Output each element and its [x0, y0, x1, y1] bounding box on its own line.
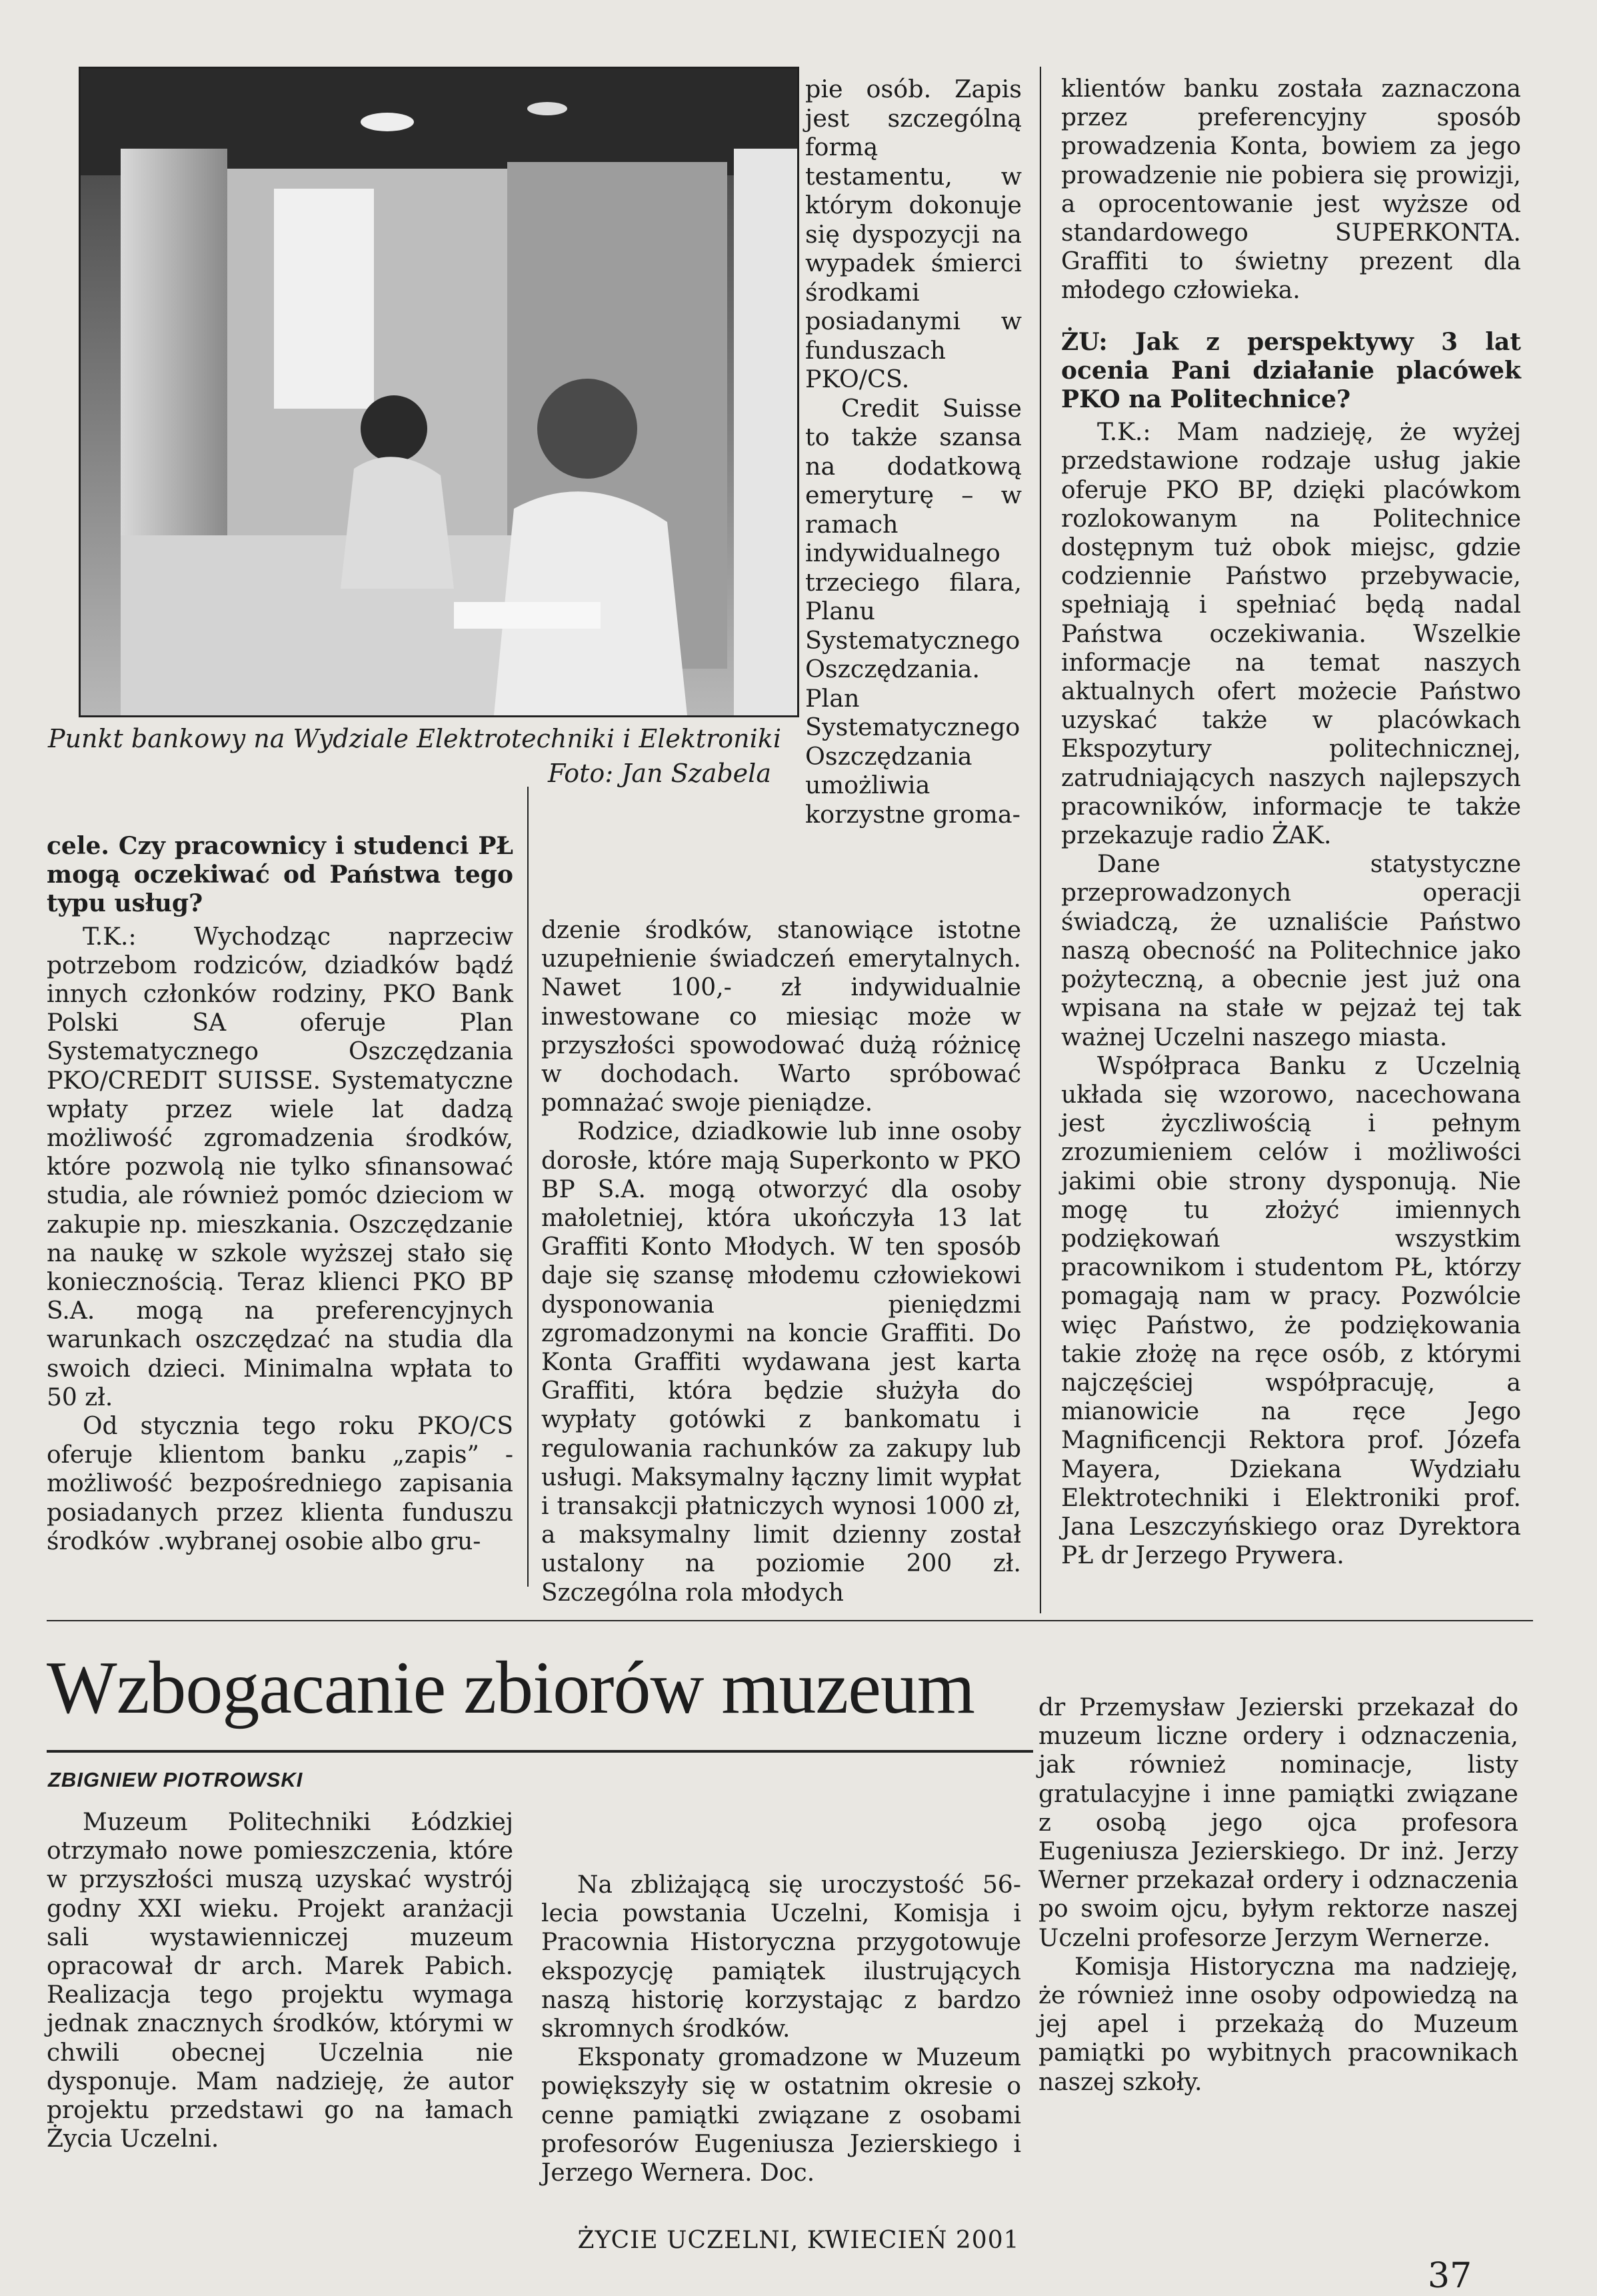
paragraph: T.K.: Wychodząc naprzeciw potrzebom rodziców, dziadków bądź innych członków rodziny, PKO Bank Polski SA oferuje Plan Systematycznego Oszczędzania PKO/CREDIT SUISSE. Systematyczne wpłaty przez wiele lat dadzą możliwość zgromadzenia środków, które pozwolą nie tylko sfinansować studia, ale również pomóc dzieciom w zakupie np. mieszkania. Oszczędzanie na naukę w szkole wyższej stało się koniecznością. Teraz klienci PKO BP S.A. mogą na preferencyjnych warunkach oszczędzać na studia dla swoich dzieci. Minimalna wpłata to 50 zł. — [47, 923, 513, 1411]
page-number: 37 — [1428, 2256, 1472, 2296]
article2-col2 — [541, 1871, 1021, 2187]
photo-illustration — [81, 69, 797, 715]
paragraph: Rodzice, dziadkowie lub inne osoby dorosłe, które mają Superkonto w PKO BP S.A. mogą otworzyć dla osoby małoletniej, która ukończyła 13 lat Graffiti Konto Młodych. W ten sposób daje się szansę młodemu człowiekowi dysponowania pieniędzmi zgromadzonymi na koncie Graffiti. Do Konta Graffiti wydawana jest karta Graffiti, która będzie służyła do wypłaty gotówki z bankomatu i regulowania rachunków za zakupy lub usługi. Maksymalny łączny limit wypłat i transakcji płatniczych wynosi 1000 zł, a maksymalny limit dzienny został ustalony na poziomie 200 zł. Szczególna rola młodych — [541, 1118, 1021, 1607]
interview-question: ŻU: Jak z perspektywy 3 lat ocenia Pani działanie placówek PKO na Politechnice? — [1061, 327, 1521, 414]
article2-col3 — [1038, 1693, 1518, 2097]
paragraph: pie osób. Zapis jest szczególną formą testamentu, w którym dokonuje się dyspozycji na wypadek śmierci środkami posiadanymi w funduszach PKO/CS. — [805, 75, 1022, 393]
photo-caption: Punkt bankowy na Wydziale Elektrotechniki i Elektroniki — [48, 724, 781, 753]
article1-col2-top — [805, 75, 1022, 829]
paragraph: Eksponaty gromadzone w Muzeum powiększyły się w ostatnim okresie o cenne pamiątki związane z osobami profesorów Eugeniusza Jezierskiego i Jerzego Wernera. Doc. — [541, 2044, 1021, 2187]
bank-branch-photo — [79, 67, 799, 717]
paragraph: Na zbliżającą się uroczystość 56-lecia powstania Uczelni, Komisja i Pracownia Historyczna przygotowuje ekspozycję pamiątek ilustrujących naszą historię korzystając z bardzo skromnych środków. — [541, 1871, 1021, 2043]
paragraph: klientów banku została zaznaczona przez preferencyjny sposób prowadzenia Konta, bowiem za jego prowadzenie nie pobiera się prowizji, a oprocentowanie jest wyższe od standardowego SUPERKONTA. Graffiti to świetny prezent dla młodego człowieka. — [1061, 75, 1521, 305]
paragraph: Dane statystyczne przeprowadzonych operacji świadczą, że uznaliście Państwo naszą obecność na Politechnice jako pożyteczną, a obecnie jest już ona wpisana na stałe w pejzaż tej tak ważnej Uczelni naszego miasta. — [1061, 851, 1521, 1051]
paragraph: dzenie środków, stanowiące istotne uzupełnienie świadczeń emerytalnych. Nawet 100,- zł indywidualnie inwestowane co miesiąc może w przyszłości spowodować dużą różnicę w dochodach. Warto spróbować pomnażać swoje pieniądze. — [541, 917, 1021, 1117]
paragraph: Współpraca Banku z Uczelnią układa się wzorowo, nacechowana jest życzliwością i pełnym zrozumieniem celów i możliwości jakimi obie strony dysponują. Nie mogę tu złożyć imiennych podziękowań wszystkim pracownikom i studentom PŁ, którzy pomagają nam w pracy. Pozwólcie więc Państwo, że podziękowania takie złożę na ręce osób, z którymi najczęściej współpracuję, a mianowicie na ręce Jego Magnificencji Rektora prof. Józefa Mayera, Dziekana Wydziału Elektrotechniki i Elektroniki prof. Jana Leszczyńskiego oraz Dyrektora PŁ dr Jerzego Prywera. — [1061, 1052, 1521, 1570]
paragraph: dr Przemysław Jezierski przekazał do muzeum liczne ordery i odznaczenia, jak również nominacje, listy gratulacyjne i inne pamiątki związane z osobą jego ojca profesora Eugeniusza Jezierskiego. Dr inż. Jerzy Werner przekazał ordery i odznaczenia po swoim ojcu, byłym rektorze naszej Uczelni profesorze Jerzym Wernerze. — [1038, 1694, 1518, 1952]
paragraph: Komisja Historyczna ma nadzieję, że również inne osoby odpowiedzą na jej apel i przekażą do Muzeum pamiątki po wybitnych pracownikach naszej szkoły. — [1038, 1953, 1518, 2096]
article2-byline: ZBIGNIEW PIOTROWSKI — [48, 1768, 303, 1791]
paragraph: Credit Suisse to także szansa na dodatkową emeryturę – w ramach indywidualnego trzeciego filara, Planu Systematycznego Oszczędzania. Plan Systematycznego Oszczędzania umożliwia korzystne groma- — [805, 393, 1022, 829]
interview-question: cele. Czy pracownicy i studenci PŁ mogą oczekiwać od Państwa tego typu usług? — [47, 832, 513, 918]
section-divider — [47, 1620, 1533, 1621]
photo-credit: Foto: Jan Szabela — [548, 759, 771, 788]
article2-col1 — [47, 1808, 513, 2153]
column-rule — [1040, 67, 1041, 1613]
page-footer: ŻYCIE UCZELNI, KWIECIEŃ 2001 — [577, 2227, 1020, 2254]
paragraph: Muzeum Politechniki Łódzkiej otrzymało nowe pomieszczenia, które w przyszłości muszą uzyskać wystrój godny XXI wieku. Projekt aranżacji sali wystawienniczej muzeum opracował dr arch. Marek Pabich. Realizacja tego projektu wymaga jednak znacznych środków, którymi w chwili obecnej Uczelnia nie dysponuje. Mam nadzieję, że autor projektu przedstawi go na łamach Życia Uczelni. — [47, 1809, 513, 2153]
paragraph: T.K.: Mam nadzieję, że wyżej przedstawione rodzaje usług jakie oferuje PKO BP, dzięki placówkom rozlokowanym na Politechnice dostępnym tuż obok miejsc, gdzie codziennie Państwo przebywacie, spełniają i spełniać będą nadal Państwa oczekiwania. Wszelkie informacje na temat naszych aktualnych ofert możecie Państwo uzyskać także w placówkach Ekspozytury politechnicznej, zatrudniających naszych najlepszych pracowników, informacje te także przekazuje radio ŻAK. — [1061, 419, 1521, 850]
article1-col1 — [47, 832, 513, 1556]
article2-headline: Wzbogacanie zbiorów muzeum — [47, 1647, 975, 1729]
headline-rule — [47, 1750, 1033, 1753]
article1-col3 — [1061, 75, 1521, 1570]
article1-col2-bottom — [541, 916, 1021, 1607]
paragraph: Od stycznia tego roku PKO/CS oferuje klientom banku „zapis” - możliwość bezpośredniego zapisania posiadanych przez klienta funduszu środków .wybranej osobie albo gru- — [47, 1413, 513, 1555]
column-rule — [527, 787, 529, 1587]
